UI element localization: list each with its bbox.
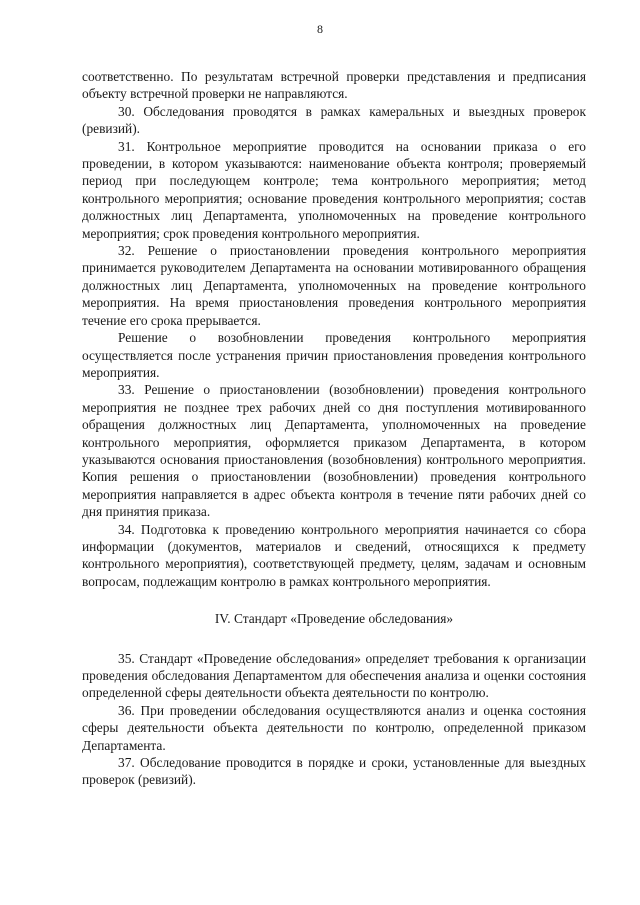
section-heading: IV. Стандарт «Проведение обследования» [214,611,454,627]
paragraph-continuation: соответственно. По результатам встречной проверки представления и предписания объекту встречной проверки не направляются. [82,69,586,102]
paragraph-32: 32. Решение о приостановлении проведения контрольного мероприятия принимается руководителем Департамента на основании мотивированного обращения должностных лиц Департамента, уполномоченных на проведение контрольного мероприятия. На время приостановления проведения контрольного мероприятия течение его срока прерывается. [82,243,586,328]
document-body [82,68,586,789]
paragraph-37: 37. Обследование проводится в порядке и сроки, установленные для выездных проверок (ревизий). [82,755,586,788]
page-number: 8 [317,22,323,36]
paragraph-36: 36. При проведении обследования осуществляются анализ и оценка состояния сферы деятельности объекта деятельности по контролю, определенной приказом Департамента. [82,702,586,753]
paragraph-32-resumption: Решение о возобновлении проведения контрольного мероприятия осуществляется после устранения причин приостановления проведения контрольного мероприятия. [82,330,586,380]
paragraph-33: 33. Решение о приостановлении (возобновлении) проведения контрольного мероприятия не позднее трех рабочих дней со дня поступления мотивированного обращения должностных лиц Департамента, уполномоченных на проведение контрольного мероприятия, оформляется приказом Департамента, в котором указываются основания приостановления (возобновления) контрольного мероприятия. Копия решения о приостановлении (возобновлении) проведения контрольного мероприятия направляется в адрес объекта контроля в течение пяти рабочих дней со дня принятия приказа. [82,382,586,520]
paragraph-34: 34. Подготовка к проведению контрольного мероприятия начинается со сбора информации (документов, материалов и сведений, относящихся к предмету контрольного мероприятия), соответствующей предмету, целям, задачам и основным вопросам, подлежащим контролю в рамках контрольного мероприятия. [82,521,586,589]
paragraph-31: 31. Контрольное мероприятие проводится на основании приказа о его проведении, в котором указываются: наименование объекта контроля; проверяемый период при последующем контроле; тема контрольного мероприятия; метод контрольного мероприятия; основание проведения контрольного мероприятия; состав должностных лиц Департамента, уполномоченных на проведение контрольного мероприятия; срок проведения контрольного мероприятия. [82,138,586,241]
paragraph-35: 35. Стандарт «Проведение обследования» определяет требования к организации проведения обследования Департаментом для обеспечения анализа и оценки состояния определенной сферы деятельности объекта деятельности по контролю. [82,650,586,701]
paragraph-30: 30. Обследования проводятся в рамках камеральных и выездных проверок (ревизий). [82,103,586,137]
